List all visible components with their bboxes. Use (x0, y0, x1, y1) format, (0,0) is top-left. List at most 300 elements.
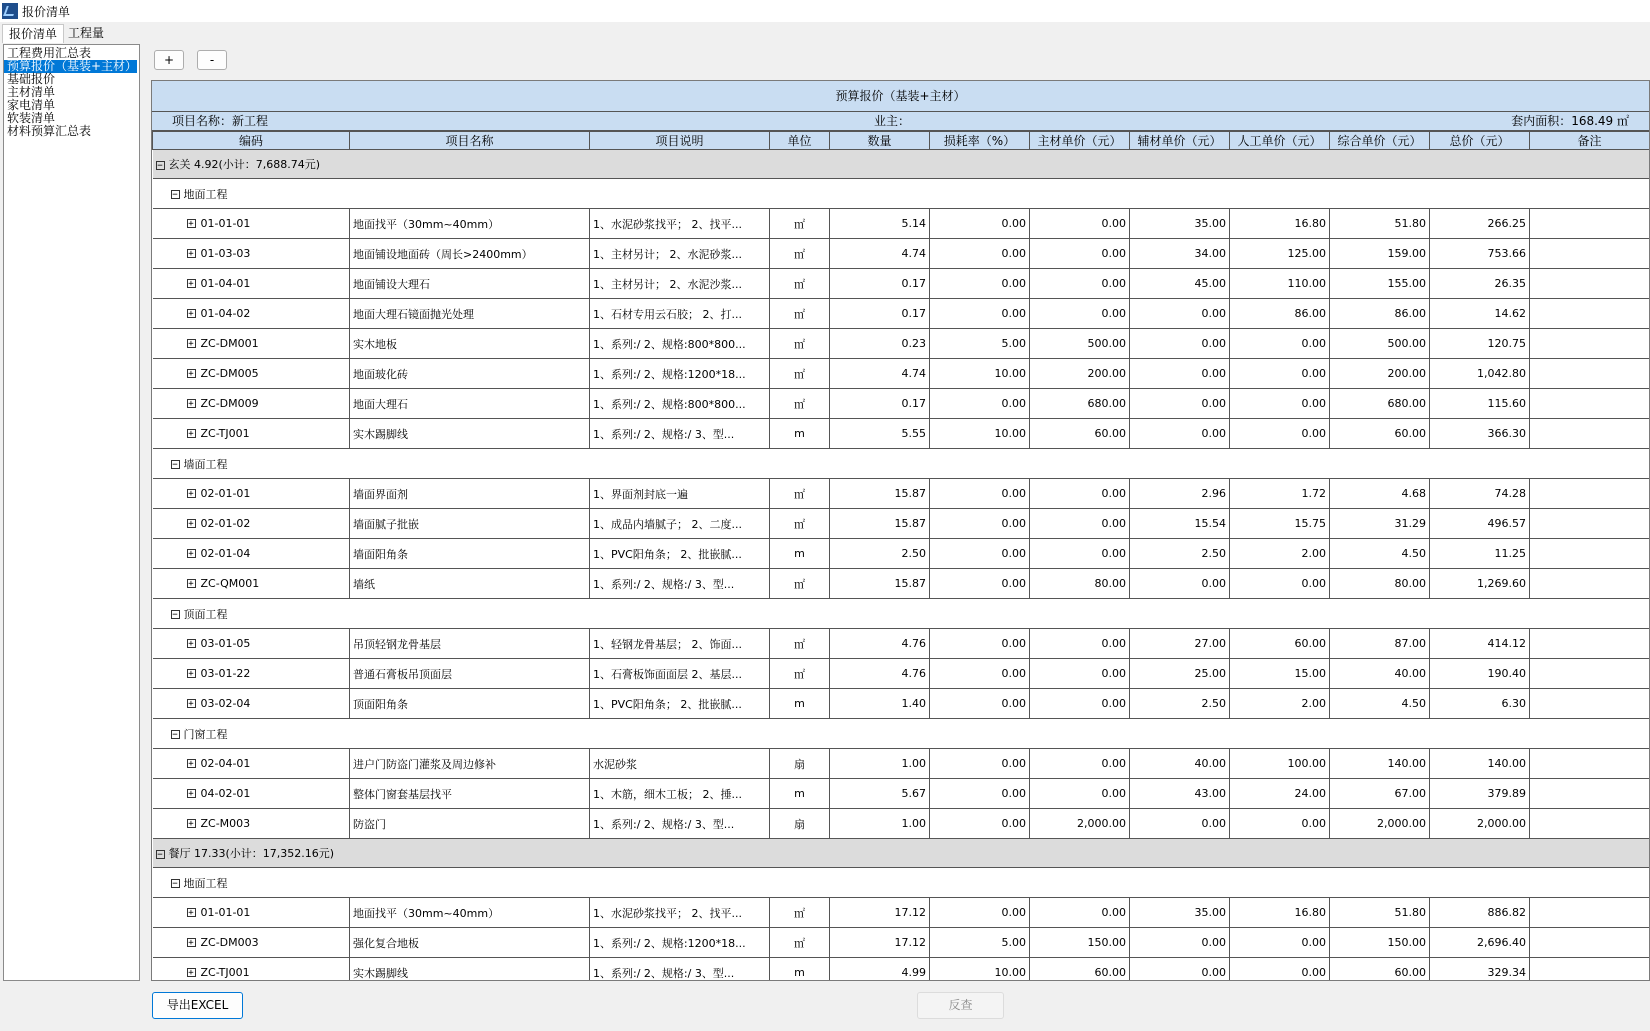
cell-total[interactable]: 26.35 (1430, 269, 1530, 299)
cell-unit-price[interactable]: 51.80 (1330, 898, 1430, 928)
cell-description[interactable]: 1、石材专用云石胶； 2、打... (590, 299, 770, 329)
expand-toggle-icon[interactable]: + (188, 339, 194, 349)
cell-aux-material-price[interactable]: 35.00 (1130, 898, 1230, 928)
cell-main-material-price[interactable]: 150.00 (1030, 928, 1130, 958)
expand-toggle-icon[interactable]: + (188, 249, 194, 259)
cell-remarks[interactable] (1530, 689, 1650, 719)
cell-main-material-price[interactable]: 0.00 (1030, 509, 1130, 539)
cell-item-name[interactable]: 地面铺设地面砖（周长>2400mm） (350, 239, 590, 269)
cell-total[interactable]: 140.00 (1430, 749, 1530, 779)
col-header-unit-price[interactable]: 综合单价（元） (1330, 132, 1430, 150)
cell-unit[interactable]: ㎡ (770, 659, 830, 689)
cell-total[interactable]: 366.30 (1430, 419, 1530, 449)
cell-item-name[interactable]: 实木踢脚线 (350, 419, 590, 449)
cell-total[interactable]: 74.28 (1430, 479, 1530, 509)
cell-unit-price[interactable]: 51.80 (1330, 209, 1430, 239)
cell-loss-rate[interactable]: 0.00 (930, 539, 1030, 569)
section-group-row[interactable] (153, 449, 1650, 479)
cell-loss-rate[interactable]: 0.00 (930, 749, 1030, 779)
cell-code[interactable] (153, 958, 350, 982)
cell-description[interactable]: 1、界面剂封底一遍 (590, 479, 770, 509)
cell-code[interactable] (153, 299, 350, 329)
cell-description[interactable]: 水泥砂浆 (590, 749, 770, 779)
cell-unit-price[interactable]: 40.00 (1330, 659, 1430, 689)
cell-code[interactable] (153, 659, 350, 689)
cell-loss-rate[interactable]: 0.00 (930, 779, 1030, 809)
cell-main-material-price[interactable]: 0.00 (1030, 689, 1130, 719)
cell-labor-price[interactable]: 0.00 (1230, 809, 1330, 839)
table-row[interactable] (153, 359, 1650, 389)
cell-item-name[interactable]: 地面大理石 (350, 389, 590, 419)
cell-description[interactable]: 1、PVC阳角条； 2、批嵌腻... (590, 689, 770, 719)
cell-main-material-price[interactable]: 0.00 (1030, 209, 1130, 239)
cell-quantity[interactable]: 4.99 (830, 958, 930, 982)
cell-quantity[interactable]: 17.12 (830, 928, 930, 958)
cell-code[interactable] (153, 779, 350, 809)
col-header-quantity[interactable]: 数量 (830, 132, 930, 150)
cell-unit[interactable]: ㎡ (770, 389, 830, 419)
cell-main-material-price[interactable]: 0.00 (1030, 239, 1130, 269)
cell-item-name[interactable]: 强化复合地板 (350, 928, 590, 958)
cell-description[interactable]: 1、成品内墙腻子； 2、二度... (590, 509, 770, 539)
cell-labor-price[interactable]: 2.00 (1230, 689, 1330, 719)
cell-code[interactable] (153, 239, 350, 269)
cell-quantity[interactable]: 5.67 (830, 779, 930, 809)
cell-remarks[interactable] (1530, 209, 1650, 239)
cell-unit[interactable]: 扇 (770, 749, 830, 779)
cell-quantity[interactable]: 17.12 (830, 898, 930, 928)
table-row[interactable] (153, 689, 1650, 719)
table-row[interactable] (153, 898, 1650, 928)
cell-unit[interactable]: m (770, 539, 830, 569)
section-group-row[interactable] (153, 179, 1650, 209)
table-row[interactable] (153, 239, 1650, 269)
cell-unit-price[interactable]: 2,000.00 (1330, 809, 1430, 839)
cell-aux-material-price[interactable]: 0.00 (1130, 928, 1230, 958)
table-row[interactable] (153, 569, 1650, 599)
cell-quantity[interactable]: 1.00 (830, 749, 930, 779)
cell-total[interactable]: 1,042.80 (1430, 359, 1530, 389)
cell-unit[interactable]: m (770, 689, 830, 719)
cell-unit-price[interactable]: 80.00 (1330, 569, 1430, 599)
sidebar-item-main-materials[interactable]: 主材清单 (7, 85, 56, 99)
cell-unit[interactable]: ㎡ (770, 509, 830, 539)
table-row[interactable] (153, 269, 1650, 299)
section-group-row[interactable] (153, 719, 1650, 749)
cell-aux-material-price[interactable]: 0.00 (1130, 359, 1230, 389)
cell-description[interactable]: 1、轻钢龙骨基层； 2、饰面... (590, 629, 770, 659)
expand-toggle-icon[interactable]: + (188, 579, 194, 589)
cell-total[interactable]: 379.89 (1430, 779, 1530, 809)
cell-quantity[interactable]: 4.76 (830, 659, 930, 689)
collapse-toggle-icon[interactable]: − (172, 730, 178, 740)
col-header-code[interactable]: 编码 (153, 132, 350, 150)
cell-code[interactable] (153, 359, 350, 389)
cell-loss-rate[interactable]: 0.00 (930, 299, 1030, 329)
col-header-total[interactable]: 总价（元） (1430, 132, 1530, 150)
cell-description[interactable]: 1、石膏板饰面面层 2、基层... (590, 659, 770, 689)
table-row[interactable] (153, 659, 1650, 689)
expand-toggle-icon[interactable]: + (188, 369, 194, 379)
col-header-item-name[interactable]: 项目名称 (350, 132, 590, 150)
cell-quantity[interactable]: 4.74 (830, 359, 930, 389)
cell-aux-material-price[interactable]: 2.50 (1130, 689, 1230, 719)
cell-labor-price[interactable]: 0.00 (1230, 419, 1330, 449)
cell-item-name[interactable]: 顶面阳角条 (350, 689, 590, 719)
cell-loss-rate[interactable]: 0.00 (930, 509, 1030, 539)
cell-code[interactable] (153, 898, 350, 928)
cell-item-name[interactable]: 地面找平（30mm~40mm） (350, 898, 590, 928)
quotation-sheet[interactable] (151, 80, 1650, 981)
collapse-toggle-icon[interactable]: − (172, 190, 178, 200)
cell-total[interactable]: 190.40 (1430, 659, 1530, 689)
cell-total[interactable]: 753.66 (1430, 239, 1530, 269)
cell-quantity[interactable]: 1.00 (830, 809, 930, 839)
cell-quantity[interactable]: 15.87 (830, 569, 930, 599)
cell-loss-rate[interactable]: 5.00 (930, 329, 1030, 359)
cell-main-material-price[interactable]: 200.00 (1030, 359, 1130, 389)
expand-all-button[interactable]: + (154, 50, 184, 70)
cell-aux-material-price[interactable]: 0.00 (1130, 958, 1230, 982)
table-row[interactable] (153, 209, 1650, 239)
cell-labor-price[interactable]: 0.00 (1230, 389, 1330, 419)
cell-loss-rate[interactable]: 0.00 (930, 809, 1030, 839)
cell-unit-price[interactable]: 500.00 (1330, 329, 1430, 359)
cell-item-name[interactable]: 普通石膏板吊顶面层 (350, 659, 590, 689)
collapse-all-button[interactable]: - (197, 50, 227, 70)
cell-code[interactable] (153, 329, 350, 359)
col-header-aux-material-price[interactable]: 辅材单价（元） (1130, 132, 1230, 150)
cell-unit-price[interactable]: 200.00 (1330, 359, 1430, 389)
cell-item-name[interactable]: 吊顶轻钢龙骨基层 (350, 629, 590, 659)
cell-code[interactable] (153, 269, 350, 299)
cell-unit[interactable]: ㎡ (770, 269, 830, 299)
cell-total[interactable]: 14.62 (1430, 299, 1530, 329)
cell-description[interactable]: 1、PVC阳角条； 2、批嵌腻... (590, 539, 770, 569)
cell-quantity[interactable]: 1.40 (830, 689, 930, 719)
cell-quantity[interactable]: 0.17 (830, 299, 930, 329)
cell-description[interactable]: 1、系列:/ 2、规格:/ 3、型... (590, 958, 770, 982)
table-row[interactable] (153, 629, 1650, 659)
expand-toggle-icon[interactable]: + (188, 968, 194, 978)
cell-quantity[interactable]: 15.87 (830, 509, 930, 539)
cell-main-material-price[interactable]: 0.00 (1030, 659, 1130, 689)
cell-unit-price[interactable]: 87.00 (1330, 629, 1430, 659)
cell-unit[interactable]: m (770, 419, 830, 449)
cell-aux-material-price[interactable]: 34.00 (1130, 239, 1230, 269)
cell-main-material-price[interactable]: 0.00 (1030, 269, 1130, 299)
cell-unit-price[interactable]: 60.00 (1330, 958, 1430, 982)
cell-aux-material-price[interactable]: 15.54 (1130, 509, 1230, 539)
cell-aux-material-price[interactable]: 0.00 (1130, 329, 1230, 359)
cell-total[interactable]: 120.75 (1430, 329, 1530, 359)
collapse-toggle-icon[interactable]: − (172, 879, 178, 889)
col-header-remarks[interactable]: 备注 (1530, 132, 1650, 150)
cell-unit[interactable]: ㎡ (770, 329, 830, 359)
room-group-row[interactable] (153, 839, 1650, 868)
cell-aux-material-price[interactable]: 0.00 (1130, 389, 1230, 419)
cell-description[interactable]: 1、系列:/ 2、规格:/ 3、型... (590, 419, 770, 449)
cell-remarks[interactable] (1530, 539, 1650, 569)
cell-unit[interactable]: ㎡ (770, 569, 830, 599)
cell-item-name[interactable]: 墙面腻子批嵌 (350, 509, 590, 539)
cell-aux-material-price[interactable]: 45.00 (1130, 269, 1230, 299)
collapse-toggle-icon[interactable]: − (172, 460, 178, 470)
cell-code[interactable] (153, 419, 350, 449)
cell-unit[interactable]: m (770, 779, 830, 809)
cell-remarks[interactable] (1530, 629, 1650, 659)
cell-item-name[interactable]: 地面找平（30mm~40mm） (350, 209, 590, 239)
col-header-description[interactable]: 项目说明 (590, 132, 770, 150)
cell-aux-material-price[interactable]: 27.00 (1130, 629, 1230, 659)
col-header-labor-price[interactable]: 人工单价（元） (1230, 132, 1330, 150)
cell-main-material-price[interactable]: 680.00 (1030, 389, 1130, 419)
expand-toggle-icon[interactable]: + (188, 938, 194, 948)
cell-code[interactable] (153, 749, 350, 779)
cell-description[interactable]: 1、木筋，细木工板； 2、捶... (590, 779, 770, 809)
cell-loss-rate[interactable]: 10.00 (930, 359, 1030, 389)
cell-remarks[interactable] (1530, 659, 1650, 689)
cell-unit-price[interactable]: 155.00 (1330, 269, 1430, 299)
cell-main-material-price[interactable]: 2,000.00 (1030, 809, 1130, 839)
cell-remarks[interactable] (1530, 928, 1650, 958)
cell-remarks[interactable] (1530, 898, 1650, 928)
cell-unit[interactable]: m (770, 958, 830, 982)
cell-main-material-price[interactable]: 60.00 (1030, 419, 1130, 449)
cell-remarks[interactable] (1530, 359, 1650, 389)
cell-loss-rate[interactable]: 0.00 (930, 629, 1030, 659)
cell-unit-price[interactable]: 4.50 (1330, 689, 1430, 719)
room-group-row[interactable] (153, 150, 1650, 179)
tab-quotation[interactable]: 报价清单 (2, 24, 64, 43)
cell-loss-rate[interactable]: 0.00 (930, 389, 1030, 419)
cell-description[interactable]: 1、系列:/ 2、规格:1200*18... (590, 928, 770, 958)
cell-total[interactable]: 2,696.40 (1430, 928, 1530, 958)
cell-remarks[interactable] (1530, 419, 1650, 449)
cell-loss-rate[interactable]: 10.00 (930, 958, 1030, 982)
cell-labor-price[interactable]: 0.00 (1230, 359, 1330, 389)
cell-loss-rate[interactable]: 0.00 (930, 239, 1030, 269)
cell-loss-rate[interactable]: 0.00 (930, 689, 1030, 719)
table-row[interactable] (153, 779, 1650, 809)
cell-quantity[interactable]: 15.87 (830, 479, 930, 509)
cell-item-name[interactable]: 进户门防盗门灌浆及周边修补 (350, 749, 590, 779)
export-excel-button[interactable]: 导出EXCEL (152, 992, 243, 1019)
cell-remarks[interactable] (1530, 749, 1650, 779)
col-header-unit[interactable]: 单位 (770, 132, 830, 150)
cell-unit-price[interactable]: 31.29 (1330, 509, 1430, 539)
sidebar-item-cost-summary[interactable]: 工程费用汇总表 (7, 46, 92, 60)
cell-code[interactable] (153, 509, 350, 539)
cell-code[interactable] (153, 689, 350, 719)
cell-code[interactable] (153, 928, 350, 958)
cell-unit-price[interactable]: 159.00 (1330, 239, 1430, 269)
cell-total[interactable]: 496.57 (1430, 509, 1530, 539)
expand-toggle-icon[interactable]: + (188, 819, 194, 829)
cell-item-name[interactable]: 地面大理石镜面抛光处理 (350, 299, 590, 329)
cell-remarks[interactable] (1530, 569, 1650, 599)
expand-toggle-icon[interactable]: + (188, 549, 194, 559)
cell-quantity[interactable]: 5.14 (830, 209, 930, 239)
cell-labor-price[interactable]: 16.80 (1230, 898, 1330, 928)
cell-unit-price[interactable]: 140.00 (1330, 749, 1430, 779)
sidebar-item-budget-quote[interactable]: 预算报价（基装+主材） (4, 60, 137, 73)
cell-labor-price[interactable]: 2.00 (1230, 539, 1330, 569)
expand-toggle-icon[interactable]: + (188, 489, 194, 499)
cell-main-material-price[interactable]: 0.00 (1030, 749, 1130, 779)
cell-remarks[interactable] (1530, 809, 1650, 839)
expand-toggle-icon[interactable]: + (188, 429, 194, 439)
cell-item-name[interactable]: 地面玻化砖 (350, 359, 590, 389)
cell-description[interactable]: 1、系列:/ 2、规格:1200*18... (590, 359, 770, 389)
cell-labor-price[interactable]: 0.00 (1230, 569, 1330, 599)
cell-quantity[interactable]: 5.55 (830, 419, 930, 449)
cell-main-material-price[interactable]: 80.00 (1030, 569, 1130, 599)
table-row[interactable] (153, 329, 1650, 359)
cell-code[interactable] (153, 569, 350, 599)
cell-remarks[interactable] (1530, 958, 1650, 982)
cell-labor-price[interactable]: 16.80 (1230, 209, 1330, 239)
cell-aux-material-price[interactable]: 43.00 (1130, 779, 1230, 809)
cell-labor-price[interactable]: 0.00 (1230, 958, 1330, 982)
cell-main-material-price[interactable]: 0.00 (1030, 479, 1130, 509)
table-row[interactable] (153, 509, 1650, 539)
expand-toggle-icon[interactable]: + (188, 219, 194, 229)
cell-quantity[interactable]: 0.17 (830, 269, 930, 299)
cell-total[interactable]: 6.30 (1430, 689, 1530, 719)
cell-total[interactable]: 1,269.60 (1430, 569, 1530, 599)
cell-labor-price[interactable]: 1.72 (1230, 479, 1330, 509)
cell-item-name[interactable]: 整体门窗套基层找平 (350, 779, 590, 809)
cell-main-material-price[interactable]: 0.00 (1030, 629, 1130, 659)
cell-unit-price[interactable]: 60.00 (1330, 419, 1430, 449)
cell-item-name[interactable]: 实木地板 (350, 329, 590, 359)
cell-item-name[interactable]: 墙面阳角条 (350, 539, 590, 569)
cell-unit[interactable]: ㎡ (770, 629, 830, 659)
cell-main-material-price[interactable]: 0.00 (1030, 299, 1130, 329)
expand-toggle-icon[interactable]: + (188, 789, 194, 799)
cell-loss-rate[interactable]: 0.00 (930, 898, 1030, 928)
cell-unit[interactable]: ㎡ (770, 928, 830, 958)
cell-main-material-price[interactable]: 60.00 (1030, 958, 1130, 982)
expand-toggle-icon[interactable]: + (188, 639, 194, 649)
collapse-toggle-icon[interactable]: − (172, 610, 178, 620)
table-row[interactable] (153, 958, 1650, 982)
cell-description[interactable]: 1、主材另计； 2、水泥砂浆... (590, 239, 770, 269)
cell-labor-price[interactable]: 110.00 (1230, 269, 1330, 299)
cell-remarks[interactable] (1530, 329, 1650, 359)
cell-code[interactable] (153, 809, 350, 839)
expand-toggle-icon[interactable]: + (188, 309, 194, 319)
cell-loss-rate[interactable]: 5.00 (930, 928, 1030, 958)
cell-loss-rate[interactable]: 0.00 (930, 209, 1030, 239)
table-row[interactable] (153, 809, 1650, 839)
table-row[interactable] (153, 419, 1650, 449)
cell-unit-price[interactable]: 67.00 (1330, 779, 1430, 809)
cell-aux-material-price[interactable]: 0.00 (1130, 569, 1230, 599)
cell-quantity[interactable]: 2.50 (830, 539, 930, 569)
collapse-toggle-icon[interactable]: − (157, 160, 163, 171)
cell-remarks[interactable] (1530, 779, 1650, 809)
expand-toggle-icon[interactable]: + (188, 279, 194, 289)
sidebar-item-soft-furnishing[interactable]: 软装清单 (7, 111, 56, 125)
expand-toggle-icon[interactable]: + (188, 759, 194, 769)
cell-code[interactable] (153, 539, 350, 569)
report-list[interactable] (3, 44, 140, 981)
cell-total[interactable]: 11.25 (1430, 539, 1530, 569)
cell-labor-price[interactable]: 15.75 (1230, 509, 1330, 539)
cell-total[interactable]: 886.82 (1430, 898, 1530, 928)
cell-aux-material-price[interactable]: 2.50 (1130, 539, 1230, 569)
cell-quantity[interactable]: 4.76 (830, 629, 930, 659)
cell-description[interactable]: 1、系列:/ 2、规格:/ 3、型... (590, 569, 770, 599)
expand-toggle-icon[interactable]: + (188, 908, 194, 918)
cell-item-name[interactable]: 墙面界面剂 (350, 479, 590, 509)
cell-code[interactable] (153, 629, 350, 659)
table-row[interactable] (153, 749, 1650, 779)
table-row[interactable] (153, 299, 1650, 329)
cell-unit[interactable]: ㎡ (770, 898, 830, 928)
expand-toggle-icon[interactable]: + (188, 669, 194, 679)
cell-remarks[interactable] (1530, 299, 1650, 329)
cell-unit-price[interactable]: 4.50 (1330, 539, 1430, 569)
cell-loss-rate[interactable]: 0.00 (930, 569, 1030, 599)
cell-unit-price[interactable]: 86.00 (1330, 299, 1430, 329)
cell-unit[interactable]: ㎡ (770, 239, 830, 269)
cell-code[interactable] (153, 479, 350, 509)
cell-unit-price[interactable]: 680.00 (1330, 389, 1430, 419)
cell-total[interactable]: 329.34 (1430, 958, 1530, 982)
table-row[interactable] (153, 928, 1650, 958)
cell-aux-material-price[interactable]: 0.00 (1130, 419, 1230, 449)
cell-item-name[interactable]: 地面铺设大理石 (350, 269, 590, 299)
cell-unit[interactable]: ㎡ (770, 359, 830, 389)
cell-description[interactable]: 1、主材另计； 2、水泥沙浆... (590, 269, 770, 299)
cell-total[interactable]: 2,000.00 (1430, 809, 1530, 839)
table-row[interactable] (153, 479, 1650, 509)
expand-toggle-icon[interactable]: + (188, 399, 194, 409)
cell-remarks[interactable] (1530, 269, 1650, 299)
cell-labor-price[interactable]: 24.00 (1230, 779, 1330, 809)
col-header-main-material-price[interactable]: 主材单价（元） (1030, 132, 1130, 150)
cell-unit-price[interactable]: 4.68 (1330, 479, 1430, 509)
cell-total[interactable]: 414.12 (1430, 629, 1530, 659)
cell-labor-price[interactable]: 0.00 (1230, 928, 1330, 958)
cell-description[interactable]: 1、水泥砂浆找平； 2、找平... (590, 209, 770, 239)
cell-labor-price[interactable]: 86.00 (1230, 299, 1330, 329)
cell-loss-rate[interactable]: 0.00 (930, 479, 1030, 509)
cell-total[interactable]: 115.60 (1430, 389, 1530, 419)
cell-aux-material-price[interactable]: 2.96 (1130, 479, 1230, 509)
cell-remarks[interactable] (1530, 389, 1650, 419)
cell-description[interactable]: 1、系列:/ 2、规格:800*800... (590, 389, 770, 419)
cell-code[interactable] (153, 209, 350, 239)
cell-loss-rate[interactable]: 10.00 (930, 419, 1030, 449)
tab-quantities[interactable]: 工程量 (68, 26, 105, 40)
cell-unit[interactable]: ㎡ (770, 479, 830, 509)
table-row[interactable] (153, 539, 1650, 569)
cell-item-name[interactable]: 实木踢脚线 (350, 958, 590, 982)
cell-item-name[interactable]: 防盗门 (350, 809, 590, 839)
cell-description[interactable]: 1、水泥砂浆找平； 2、找平... (590, 898, 770, 928)
cell-main-material-price[interactable]: 500.00 (1030, 329, 1130, 359)
cell-aux-material-price[interactable]: 25.00 (1130, 659, 1230, 689)
section-group-row[interactable] (153, 868, 1650, 898)
cell-unit[interactable]: ㎡ (770, 299, 830, 329)
cell-labor-price[interactable]: 0.00 (1230, 329, 1330, 359)
expand-toggle-icon[interactable]: + (188, 519, 194, 529)
cell-quantity[interactable]: 0.17 (830, 389, 930, 419)
